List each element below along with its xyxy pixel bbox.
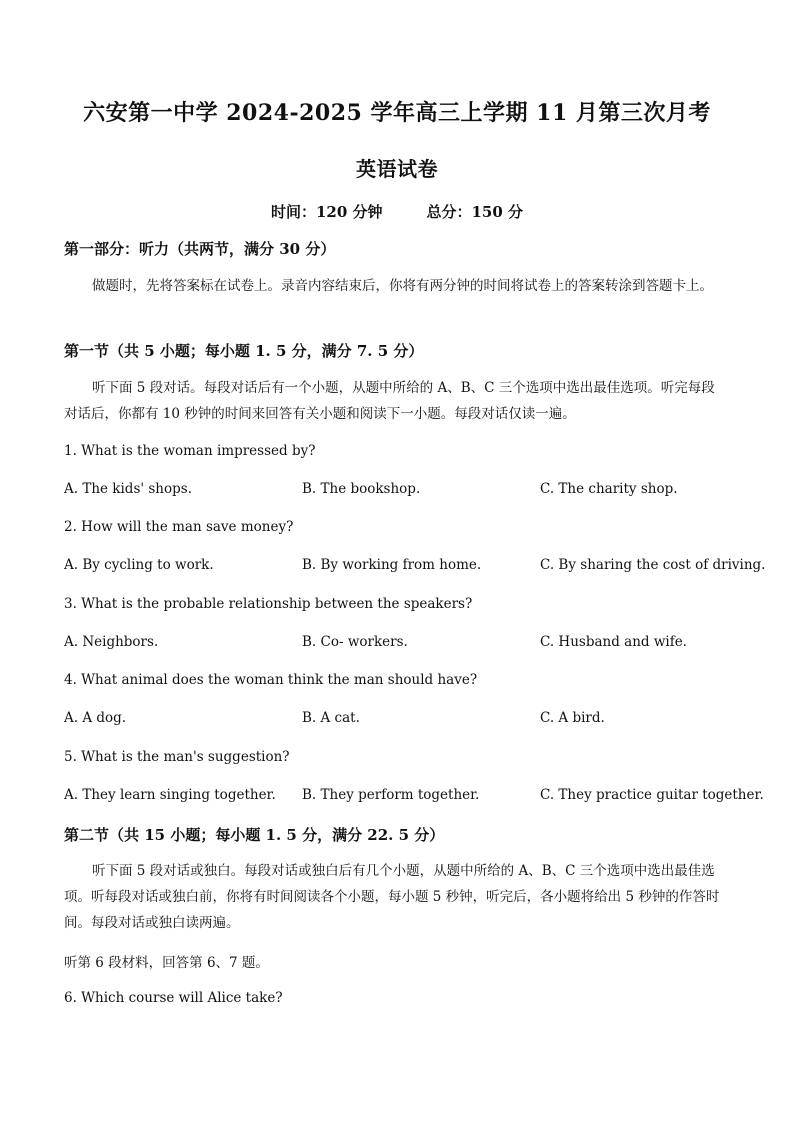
q5-option-b: B. They perform together.	[302, 787, 480, 803]
part1-intro: 做题时，先将答案标在试卷上。录音内容结束后，你将有两分钟的时间将试卷上的答案转涂到答题卡上。	[92, 278, 713, 294]
question-1: 1. What is the woman impressed by?	[64, 443, 316, 459]
question-4: 4. What animal does the woman think the man should have?	[64, 672, 478, 688]
question-6: 6. Which course will Alice take?	[64, 990, 283, 1006]
exam-meta	[0, 201, 794, 222]
section1-heading: 第一节（共 5 小题；每小题 1. 5 分，满分 7. 5 分）	[64, 342, 424, 360]
question-5: 5. What is the man's suggestion?	[64, 749, 290, 765]
q4-option-b: B. A cat.	[302, 710, 360, 726]
question-2: 2. How will the man save money?	[64, 519, 294, 535]
exam-title: 六安第一中学 2024-2025 学年高三上学期 11 月第三次月考	[83, 100, 711, 126]
q2-option-c: C. By sharing the cost of driving.	[540, 557, 766, 573]
section1-intro: 听下面 5 段对话。每段对话后有一个小题，从题中所给的 A、B、C 三个选项中选出最佳选项。听完每段对话后，你都有 10 秒钟的时间来回答有关小题和阅读下一小题。每段对话仅读一遍。	[64, 380, 715, 422]
q5-option-a: A. They learn singing together.	[64, 787, 276, 803]
section2-heading: 第二节（共 15 小题；每小题 1. 5 分，满分 22. 5 分）	[64, 826, 445, 844]
q3-option-b: B. Co- workers.	[302, 634, 408, 650]
q1-option-b: B. The bookshop.	[302, 481, 421, 497]
q1-option-a: A. The kids' shops.	[64, 481, 192, 497]
q5-option-c: C. They practice guitar together.	[540, 787, 764, 803]
part1-heading: 第一部分：听力（共两节，满分 30 分）	[64, 240, 336, 258]
exam-score: 总分：150 分	[426, 203, 524, 221]
q2-option-b: B. By working from home.	[302, 557, 482, 573]
q3-option-a: A. Neighbors.	[64, 634, 159, 650]
q2-option-a: A. By cycling to work.	[64, 557, 214, 573]
q4-option-a: A. A dog.	[64, 710, 127, 726]
q1-option-c: C. The charity shop.	[540, 481, 678, 497]
question-3: 3. What is the probable relationship between the speakers?	[64, 596, 473, 612]
exam-subject: 英语试卷	[356, 157, 438, 181]
q4-option-c: C. A bird.	[540, 710, 605, 726]
exam-time: 时间：120 分钟	[270, 203, 383, 221]
q3-option-c: C. Husband and wife.	[540, 634, 687, 650]
section2-intro: 听下面 5 段对话或独白。每段对话或独白后有几个小题，从题中所给的 A、B、C 三个选项中选出最佳选项。听每段对话或独白前，你将有时间阅读各个小题，每小题 5 秒钟，听完后，各小题将给出 5 秒钟的作答时间。每段对话或独白读两遍。	[64, 863, 720, 931]
material-6-note: 听第 6 段材料，回答第 6、7 题。	[64, 955, 269, 971]
